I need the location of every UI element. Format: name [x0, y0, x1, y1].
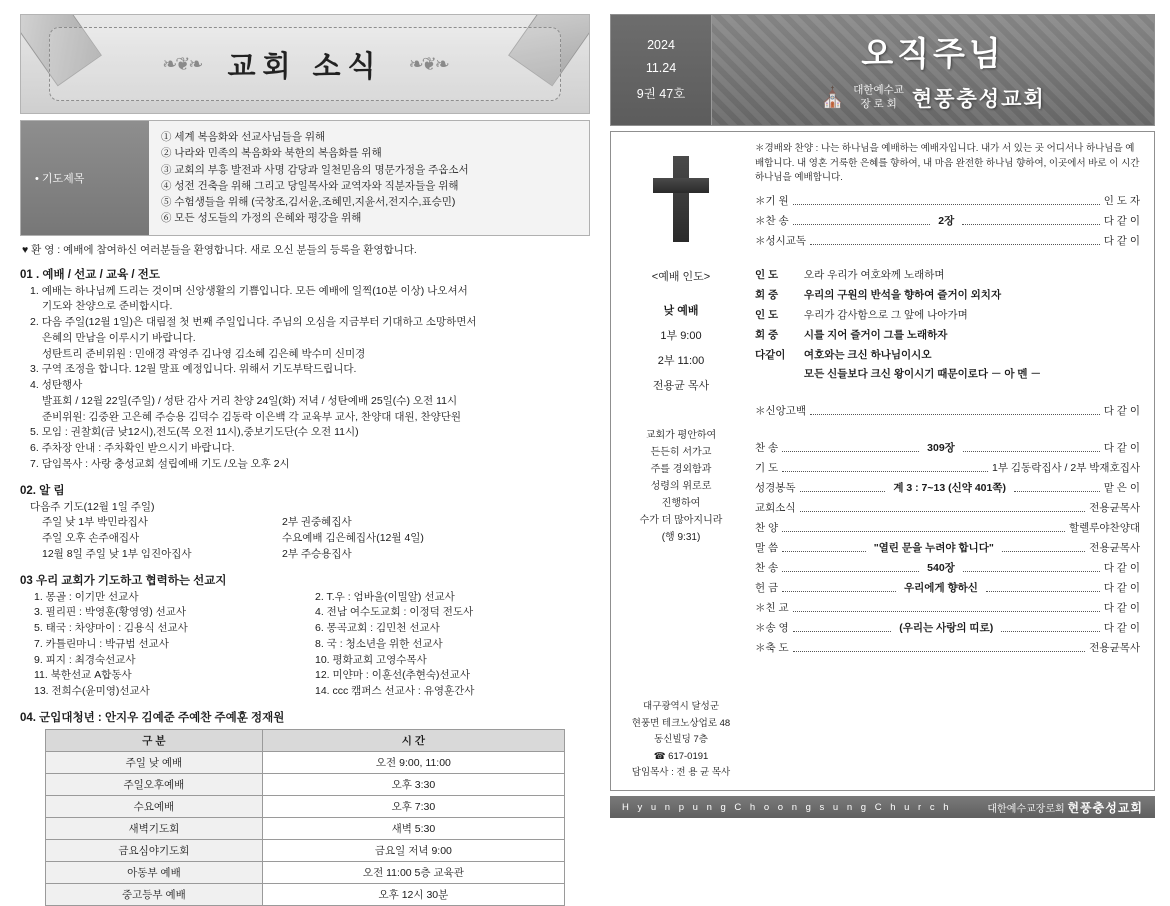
verse-line: 든든히 서가고 — [650, 447, 712, 458]
table-row — [46, 883, 565, 905]
address-line: 대구광역시 달성군 — [642, 700, 720, 712]
table-row — [46, 817, 565, 839]
mission-item: 14. ccc 캠퍼스 선교사 : 유영훈간사 — [315, 685, 475, 698]
worship-time-2: 2부 11:00 — [657, 355, 705, 367]
order-label: ＊찬 송 — [755, 215, 789, 228]
cell-time: 새벽 5:30 — [262, 817, 564, 839]
notice-item-line: 성탄트리 준비위원 : 민애경 곽영주 김나영 김소혜 김은혜 박수미 신미경 — [42, 347, 366, 360]
dot-leader — [963, 571, 1100, 572]
order-value: 다 같 이 — [1103, 442, 1140, 455]
notice-item-line: 은혜의 만남을 이루시기 바랍니다. — [42, 331, 196, 344]
cell-type: 새벽기도회 — [46, 817, 263, 839]
order-item — [755, 580, 1140, 595]
footer-korean-name — [987, 799, 1143, 816]
section-1-title: 01 . 예배 / 선교 / 교육 / 전도 — [20, 268, 161, 281]
address-line: 현풍면 테크노상업로 48 — [631, 717, 731, 729]
mission-item: 5. 태국 : 차양마이 : 김용식 선교사 — [34, 622, 188, 635]
order-value: 전용균목사 — [1089, 642, 1140, 655]
order-item — [755, 440, 1140, 455]
responsive-line — [755, 366, 1140, 384]
order-item — [755, 213, 1140, 228]
dot-leader — [1014, 491, 1100, 492]
leaf-icon-right: ❧❦❧ — [408, 53, 448, 74]
dot-leader — [810, 244, 1100, 245]
prayer-item: ④ 성전 건축을 위해 그리고 당일목사와 교역자와 직분자들을 위해 — [161, 179, 459, 192]
responsive-text: 여호와는 크신 하나님이시오 — [803, 348, 932, 361]
order-item — [755, 600, 1140, 615]
dot-leader — [793, 651, 1086, 652]
responsive-line — [755, 327, 1140, 345]
responsive-text: 모든 신들보다 크신 왕이시기 때문이로다 － 아 멘 － — [803, 368, 1041, 381]
left-header — [20, 14, 590, 114]
dot-leader — [793, 611, 1100, 612]
order-detail: 309장 — [927, 442, 955, 455]
section-2-title: 02. 알 림 — [20, 484, 65, 497]
section-worship — [20, 266, 590, 473]
responsive-speaker: 회 중 — [755, 289, 779, 301]
dot-leader — [963, 451, 1100, 452]
order-of-worship — [610, 131, 1155, 791]
mission-item: 2. T.우 : 엄바울(이밀알) 선교사 — [315, 590, 455, 603]
notice-item: 2. 다음 주일(12월 1일)은 대림절 첫 번째 주일입니다. 주님의 오심을 지금부터 기대하고 소망하면서 — [30, 316, 477, 329]
responsive-text: 시를 지어 즐거이 그를 노래하자 — [803, 328, 948, 341]
notice-item: 3. 구역 조정을 합니다. 12월 말표 예정입니다. 위해서 기도부탁드립니다. — [30, 363, 357, 376]
section-4-title: 04. 군입대청년 : 안지우 김예준 주예찬 주예훈 정재원 — [20, 711, 285, 724]
announce-row — [42, 515, 590, 531]
dot-leader — [782, 471, 988, 472]
announce-row — [42, 531, 590, 547]
brand-subline — [820, 83, 1045, 113]
announce-row — [42, 547, 590, 563]
responsive-line — [755, 307, 1140, 325]
order-label: ＊신앙고백 — [755, 405, 807, 418]
issue-year: 2024 — [647, 38, 675, 52]
mission-item: 11. 북한선교 A합동사 — [34, 669, 132, 682]
denomination — [853, 84, 904, 110]
mission-item: 3. 필리핀 : 박영훈(황영영) 선교사 — [34, 606, 187, 619]
church-address-block — [611, 699, 751, 782]
dot-leader — [782, 531, 1065, 532]
worship-guide-title: <예배 인도> — [651, 271, 711, 283]
mission-item: 1. 몽골 : 이기만 선교사 — [34, 590, 139, 603]
left-header-frame — [49, 27, 561, 101]
announce-col-2: 2부 주승용집사 — [282, 547, 352, 560]
dot-leader — [986, 591, 1100, 592]
announce-head: 다음주 기도(12월 1일 주일) — [30, 500, 155, 513]
church-name: 현풍충성교회 — [911, 87, 1046, 111]
cell-time: 오전 9:00, 11:00 — [262, 751, 564, 773]
prayer-item: ② 나라와 민족의 복음화와 북한의 복음화를 위해 — [161, 147, 382, 160]
verse-line: 수가 더 많아지니라 — [639, 515, 723, 526]
announce-col-2: 2부 권중혜집사 — [282, 516, 352, 529]
responsive-text: 오라 우리가 여호와께 노래하며 — [803, 269, 945, 282]
cell-type: 주일오후예배 — [46, 773, 263, 795]
order-label: 성경봉독 — [755, 482, 796, 495]
church-icon: ⛪ — [820, 87, 846, 109]
announce-col-1: 주일 오후 손주애집사 — [42, 532, 140, 545]
order-item — [755, 403, 1140, 418]
mission-item: 12. 미얀마 : 이훈선(추현숙)선교사 — [315, 669, 470, 682]
cell-time: 금요일 저녁 9:00 — [262, 839, 564, 861]
mission-item: 4. 전남 여수도교회 : 이정덕 전도사 — [315, 606, 474, 619]
mission-item: 13. 전희수(윤미영)선교사 — [34, 685, 150, 698]
order-value: 할렐루야찬양대 — [1068, 522, 1140, 535]
order-label: ＊친 교 — [755, 602, 789, 615]
order-detail: 우리에게 향하신 — [904, 582, 978, 595]
dot-leader — [810, 414, 1100, 415]
left-panel — [20, 14, 590, 901]
notice-item: 1. 예배는 하나님께 드리는 것이며 신앙생활의 기쁨입니다. 모든 예배에 일찍(10분 이상) 나오셔서 — [30, 284, 468, 297]
cross-icon — [649, 156, 713, 242]
cell-time: 오후 12시 30분 — [262, 883, 564, 905]
dot-leader — [1001, 631, 1100, 632]
dot-leader — [793, 224, 931, 225]
table-row — [46, 751, 565, 773]
order-value: 1부 김동락집사 / 2부 박재호집사 — [992, 462, 1140, 475]
order-item — [755, 460, 1140, 475]
mission-item: 10. 평화교회 고영수목사 — [315, 653, 427, 666]
order-item — [755, 193, 1140, 208]
order-item — [755, 480, 1140, 495]
dot-leader — [800, 491, 886, 492]
order-value: 다 같 이 — [1103, 235, 1140, 248]
prayer-block — [20, 120, 590, 236]
order-detail: 2장 — [938, 215, 955, 228]
page-title: 교회 소식 — [227, 50, 383, 83]
order-detail: "열린 문을 누려야 합니다" — [873, 542, 994, 555]
cell-time: 오후 3:30 — [262, 773, 564, 795]
denomination-line-1: 대한예수교 — [853, 84, 904, 97]
order-value: 다 같 이 — [1103, 582, 1140, 595]
spacer — [755, 386, 1140, 398]
mission-item: 7. 카틀린마니 : 박규범 선교사 — [34, 637, 169, 650]
welcome-note: ♥ 환 영 : 예배에 참여하신 여러분들을 환영합니다. 새로 오신 분들의 등록을 환영합니다. — [22, 243, 417, 256]
responsive-line — [755, 287, 1140, 305]
verse-reference: (행 9:31) — [661, 532, 701, 543]
order-label: 찬 양 — [755, 522, 779, 535]
senior-pastor: 담임목사 : 전 용 균 목사 — [631, 767, 731, 779]
order-item — [755, 640, 1140, 655]
table-row — [46, 795, 565, 817]
order-item — [755, 233, 1140, 248]
cell-type: 수요예배 — [46, 795, 263, 817]
responsive-speaker: 회 중 — [755, 328, 779, 341]
section-schedule — [20, 709, 590, 906]
order-value: 다 같 이 — [1103, 215, 1141, 228]
order-label: 찬 송 — [755, 562, 779, 575]
worship-info-column — [611, 132, 751, 790]
worship-pastor: 전용균 목사 — [652, 380, 710, 392]
order-value: 다 같 이 — [1103, 562, 1140, 575]
prayer-item: ⑥ 모든 성도들의 가정의 은혜와 평강을 위해 — [161, 212, 362, 225]
verse-line: 진행하여 — [661, 498, 701, 509]
order-label: ＊성시교독 — [755, 235, 807, 248]
verse-line: 교회가 평안하여 — [645, 430, 717, 441]
order-detail: (우리는 사랑의 띠로) — [899, 622, 994, 635]
bulletin-masthead — [610, 14, 1155, 126]
responsive-speaker: 인 도 — [755, 308, 779, 321]
section-announcements — [20, 482, 590, 563]
order-label: 기 도 — [755, 462, 779, 475]
verse-block — [617, 427, 745, 546]
column-header-type: 구 분 — [46, 729, 263, 751]
cell-type: 중고등부 예배 — [46, 883, 263, 905]
order-list-column — [751, 132, 1154, 790]
responsive-speaker: 인 도 — [755, 269, 779, 282]
order-label: ＊송 영 — [755, 622, 789, 635]
worship-time-1: 1부 9:00 — [660, 330, 702, 342]
order-label: 말 씀 — [755, 542, 779, 555]
worship-title: 낮 예배 — [663, 305, 699, 317]
notice-item-line: 기도와 찬양으로 준비합시다. — [42, 300, 173, 313]
prayer-item: ③ 교회의 부흥 발전과 사명 감당과 일천믿음의 명문가정을 주옵소서 — [161, 163, 469, 176]
issue-number: 9권 47호 — [636, 87, 686, 101]
verse-line: 성령의 위로로 — [650, 481, 712, 492]
prayer-item: ⑤ 수험생들을 위해 (국창조,김서윤,조혜민,지윤서,전지수,표승민) — [161, 196, 456, 209]
praise-note: ＊경배와 찬양 : 나는 하나님을 예배하는 예배자입니다. 내가 서 있는 곳 어디서나 하나님을 예배합니다. 내 영혼 거룩한 은혜를 향하여, 내 마음 완전한 하나님 향하여, 이곳에서 바로 이 시간 하나님을 예배합니다. — [755, 143, 1140, 184]
announce-col-2: 수요예배 김은혜집사(12월 4일) — [282, 532, 424, 545]
table-row — [46, 773, 565, 795]
order-label: 헌 금 — [755, 582, 779, 595]
mission-grid — [34, 590, 590, 700]
order-label: 교회소식 — [755, 502, 796, 515]
cell-time: 오후 7:30 — [262, 795, 564, 817]
dot-leader — [793, 204, 1100, 205]
order-value: 다 같 이 — [1103, 622, 1141, 635]
spacer — [755, 253, 1140, 265]
responsive-line — [755, 347, 1140, 365]
table-row — [46, 839, 565, 861]
table-row — [46, 861, 565, 883]
brand-block — [711, 15, 1154, 125]
notice-item-line: 발표회 / 12월 22일(주일) / 성탄 감사 거리 찬양 24일(화) 저녁 / 성탄예배 25일(수) 오전 11시 — [42, 394, 458, 407]
order-item — [755, 520, 1140, 535]
order-item — [755, 540, 1140, 555]
spacer — [755, 423, 1140, 435]
dot-leader — [782, 571, 919, 572]
order-value: 전용균목사 — [1089, 542, 1141, 555]
responsive-speaker: 다같이 — [755, 348, 786, 361]
prayer-label: • 기도제목 — [21, 121, 149, 235]
prayer-items — [149, 121, 589, 235]
order-label: 찬 송 — [755, 442, 779, 455]
order-value: 인 도 자 — [1103, 195, 1140, 208]
leaf-icon-left: ❧❦❧ — [162, 53, 202, 74]
cell-type: 금요심야기도회 — [46, 839, 263, 861]
dot-leader — [800, 511, 1086, 512]
footer-church-name: 현풍충성교회 — [1067, 800, 1143, 815]
cell-type: 아동부 예배 — [46, 861, 263, 883]
notice-item-line: 준비위원: 김중완 고은혜 주승용 김덕수 김동락 이은백 각 교육부 교사, 찬양대 대원, 찬양단원 — [42, 410, 462, 423]
issue-day: 11.24 — [645, 61, 677, 75]
notice-item: 4. 성탄행사 — [30, 379, 83, 392]
dot-leader — [782, 591, 896, 592]
brand-main-title: 오직주님 — [861, 34, 1005, 72]
mission-item: 6. 몽곡교회 : 김민천 선교사 — [315, 622, 440, 635]
footer-denomination: 대한예수교장로회 — [987, 803, 1065, 815]
dot-leader — [782, 551, 865, 552]
table-header-row — [46, 729, 565, 751]
bulletin-footer — [610, 796, 1155, 818]
dot-leader — [793, 631, 892, 632]
worship-schedule-table — [45, 729, 565, 906]
order-item — [755, 500, 1140, 515]
address-line: 동신빌딩 7층 — [654, 734, 708, 746]
notice-item: 5. 모임 : 권찰회(금 낮12시),전도(목 오전 11시),중보기도단(수 오전 11시) — [30, 426, 359, 439]
responsive-line — [755, 267, 1140, 285]
order-detail: 540장 — [927, 562, 955, 575]
dot-leader — [782, 451, 919, 452]
responsive-text: 우리가 감사함으로 그 앞에 나아가며 — [803, 308, 968, 321]
prayer-item: ① 세계 복음화와 선교사님들을 위해 — [161, 131, 326, 143]
issue-date-block — [611, 15, 711, 125]
order-value: 다 같 이 — [1103, 405, 1140, 418]
announce-col-1: 12월 8일 주일 낮 1부 임진아집사 — [42, 547, 192, 560]
notice-item: 7. 담임목사 : 사랑 충성교회 설립예배 기도 /오늘 오후 2시 — [30, 457, 290, 470]
order-value: 전용균목사 — [1089, 502, 1140, 515]
notice-item: 6. 주차장 안내 : 주차확인 받으시기 바랍니다. — [30, 442, 235, 455]
order-value: 맡 은 이 — [1103, 482, 1141, 495]
dot-leader — [962, 224, 1100, 225]
dot-leader — [1002, 551, 1085, 552]
cell-type: 주일 낮 예배 — [46, 751, 263, 773]
order-item — [755, 560, 1140, 575]
footer-english-name: H y u n p u n g C h o o n g s u n g C h u r c h — [622, 801, 952, 813]
column-header-time: 시 간 — [262, 729, 564, 751]
responsive-text: 우리의 구원의 반석을 향하여 즐거이 외치자 — [803, 289, 1002, 301]
cell-time: 오전 11:00 5층 교육관 — [262, 861, 564, 883]
phone-number: ☎ 617-0191 — [653, 750, 709, 762]
denomination-line-2: 장 로 회 — [860, 97, 897, 110]
section-missions — [20, 572, 590, 700]
order-label: ＊축 도 — [755, 642, 789, 655]
order-item — [755, 620, 1140, 635]
mission-item: 8. 국 : 청소년을 위한 선교사 — [315, 637, 443, 650]
order-detail: 계 3 : 7~13 (신약 401쪽) — [893, 482, 1006, 495]
right-panel — [610, 14, 1155, 814]
order-label: ＊기 원 — [755, 195, 789, 208]
announce-col-1: 주일 낮 1부 박민라집사 — [42, 516, 148, 529]
order-value: 다 같 이 — [1103, 602, 1140, 615]
mission-item: 9. 피지 : 최경숙선교사 — [34, 653, 136, 666]
section-3-title: 03 우리 교회가 기도하고 협력하는 선교지 — [20, 574, 227, 587]
verse-line: 주를 경외함과 — [650, 464, 712, 475]
